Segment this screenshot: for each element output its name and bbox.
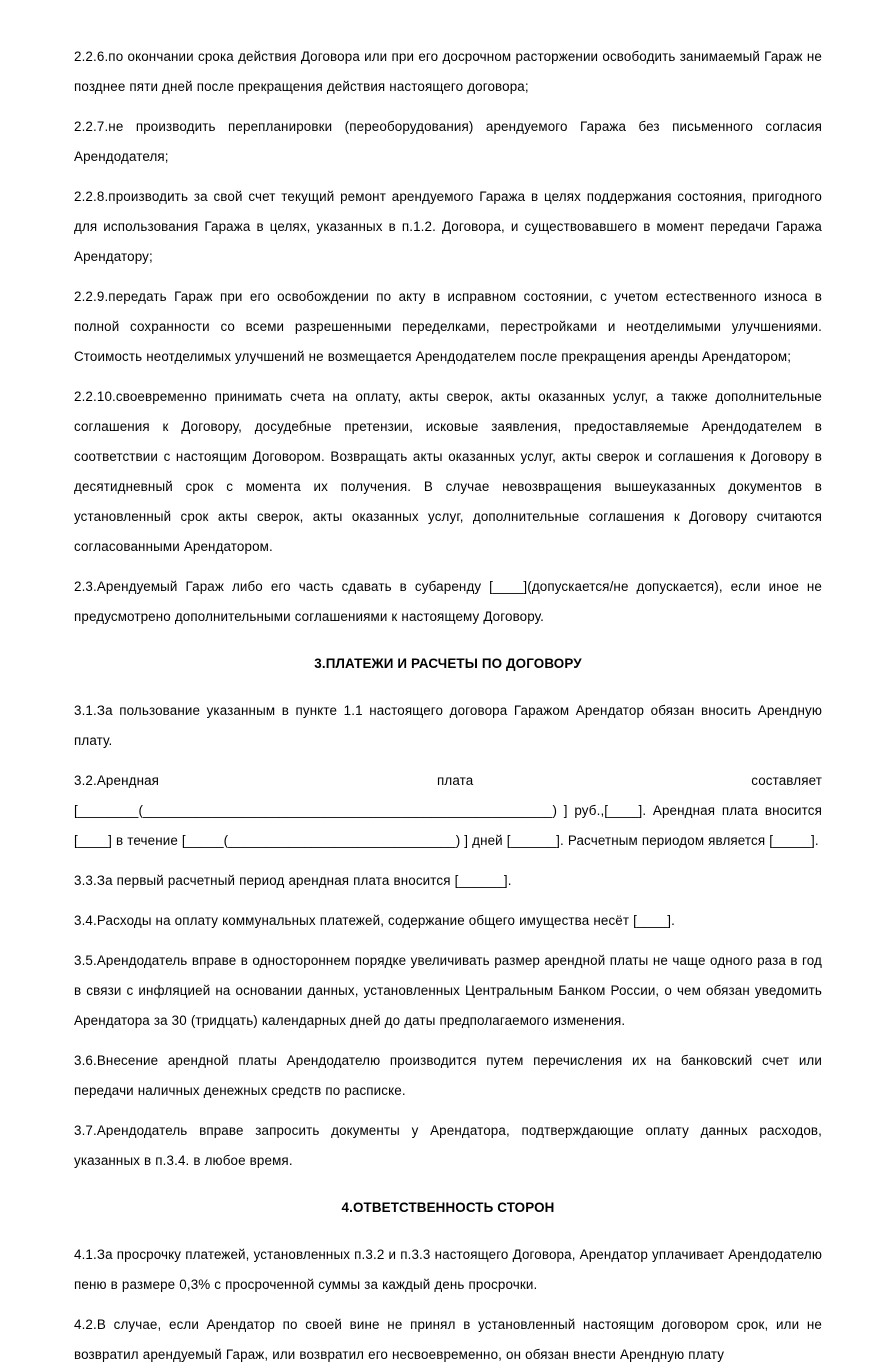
clause-3-2-continuation: [________(______________________________________________________) ] руб.,[____]. Арендная плата вносится [____] в течение [_____(______________________________) ] дней [______]. Расчетным периодом является [_____]. xyxy=(74,803,822,848)
clause-4-2: 4.2.В случае, если Арендатор по своей вине не принял в установленный настоящим договором срок, или не возвратил арендуемый Гараж, или возвратил его несвоевременно, он обязан внести Арендную плату xyxy=(74,1317,822,1362)
clause-3-7: 3.7.Арендодатель вправе запросить документы у Арендатора, подтверждающие оплату данных расходов, указанных в п.3.4. в любое время. xyxy=(74,1123,822,1168)
clause-2-3: 2.3.Арендуемый Гараж либо его часть сдавать в субаренду [____](допускается/не допускается), если иное не предусмотрено дополнительными соглашениями к настоящему Договору. xyxy=(74,579,822,624)
clause-3-5: 3.5.Арендодатель вправе в одностороннем порядке увеличивать размер арендной платы не чаще одного раза в год в связи с инфляцией на основании данных, установленных Центральным Банком России, о чем обязан уведомить Арендатора за 30 (тридцать) календарных дней до даты предполагаемого изменения. xyxy=(74,953,822,1028)
clause-3-4: 3.4.Расходы на оплату коммунальных платежей, содержание общего имущества несёт [____]. xyxy=(74,913,676,928)
clause-2-2-10: 2.2.10.своевременно принимать счета на оплату, акты сверок, акты оказанных услуг, а также дополнительные соглашения к Договору, досудебные претензии, исковые заявления, предоставляемые Арендодателем в соответствии с настоящим Договором. Возвращать акты оказанных услуг, акты сверок и соглашения к Договору в десятидневный срок с момента их получения. В случае невозвращения вышеуказанных документов в установленный срок акты сверок, акты оказанных услуг, дополнительные соглашения к Договору считаются согласованными Арендатором. xyxy=(74,389,822,554)
document-text-column xyxy=(74,42,822,1370)
clause-3-3: 3.3.За первый расчетный период арендная плата вносится [______]. xyxy=(74,873,512,888)
clause-3-1: 3.1.За пользование указанным в пункте 1.1 настоящего договора Гаражом Арендатор обязан вносить Арендную плату. xyxy=(74,703,822,748)
clause-2-2-7: 2.2.7.не производить перепланировки (переоборудования) арендуемого Гаража без письменного согласия Арендодателя; xyxy=(74,119,822,164)
clause-2-2-9: 2.2.9.передать Гараж при его освобождении по акту в исправном состоянии, с учетом естественного износа в полной сохранности со всеми разрешенными переделками, перестройками и неотделимыми улучшениями. Стоимость неотделимых улучшений не возмещается Арендодателем после прекращения аренды Арендатором; xyxy=(74,289,822,364)
clause-2-2-6: 2.2.6.по окончании срока действия Договора или при его досрочном расторжении освободить занимаемый Гараж не позднее пяти дней после прекращения действия настоящего договора; xyxy=(74,49,822,94)
clause-2-2-8: 2.2.8.производить за свой счет текущий ремонт арендуемого Гаража в целях поддержания состояния, пригодного для использования Гаража в целях, указанных в п.1.2. Договора, и существовавшего в момент передачи Гаража Арендатору; xyxy=(74,189,822,264)
clause-3-6: 3.6.Внесение арендной платы Арендодателю производится путем перечисления их на банковский счет или передачи наличных денежных средств по расписке. xyxy=(74,1053,822,1098)
clause-4-1: 4.1.За просрочку платежей, установленных п.3.2 и п.3.3 настоящего Договора, Арендатор уплачивает Арендодателю пеню в размере 0,3% с просроченной суммы за каждый день просрочки. xyxy=(74,1247,822,1292)
clause-3-2-first-line: 3.2.Арендная плата составляет xyxy=(74,773,822,788)
section-heading-liability: 4.ОТВЕТСТВЕННОСТЬ СТОРОН xyxy=(341,1200,555,1215)
section-heading-payments: 3.ПЛАТЕЖИ И РАСЧЕТЫ ПО ДОГОВОРУ xyxy=(314,656,582,671)
